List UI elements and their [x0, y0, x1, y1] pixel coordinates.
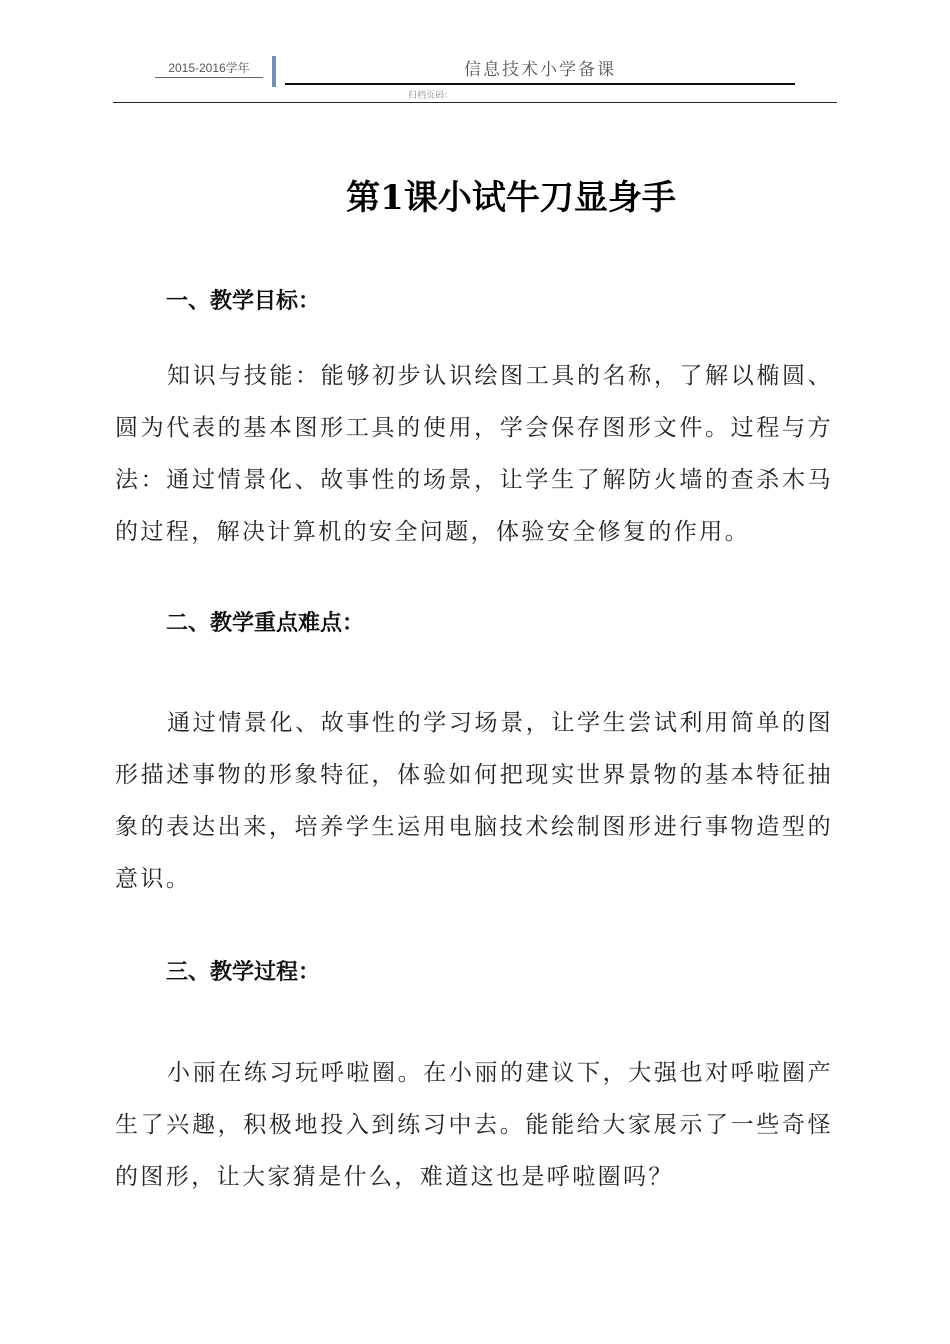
header-accent-bar: [272, 56, 276, 87]
header-title: 信息技术小学备课: [285, 58, 795, 85]
section-heading-key-points: 二、教学重点难点：: [166, 611, 365, 636]
header-year: 2015-2016学年: [155, 60, 263, 78]
archive-page-label: 归档页码：: [408, 91, 454, 101]
section-heading-objectives: 一、教学目标：: [166, 289, 321, 314]
header-divider: [113, 102, 837, 103]
section-text-objectives: 知识与技能：能够初步认识绘图工具的名称，了解以椭圆、圆为代表的基本图形工具的使用，学会保存图形文件。过程与方法：通过情景化、故事性的场景，让学生了解防火墙的查杀木马的过程，解决计算机的安全问题，体验安全修复的作用。: [115, 363, 833, 545]
section-text-key-points: 通过情景化、故事性的学习场景，让学生尝试利用简单的图形描述事物的形象特征，体验如何把现实世界景物的基本特征抽象的表达出来，培养学生运用电脑技术绘制图形进行事物造型的意识。: [115, 710, 833, 892]
document-title: 第1课小试牛刀显身手: [346, 178, 676, 218]
section-text-process: 小丽在练习玩呼啦圈。在小丽的建议下，大强也对呼啦圈产生了兴趣，积极地投入到练习中去。能能给大家展示了一些奇怪的图形，让大家猜是什么，难道这也是呼啦圈吗？: [115, 1060, 833, 1190]
section-heading-process: 三、教学过程：: [166, 960, 321, 985]
